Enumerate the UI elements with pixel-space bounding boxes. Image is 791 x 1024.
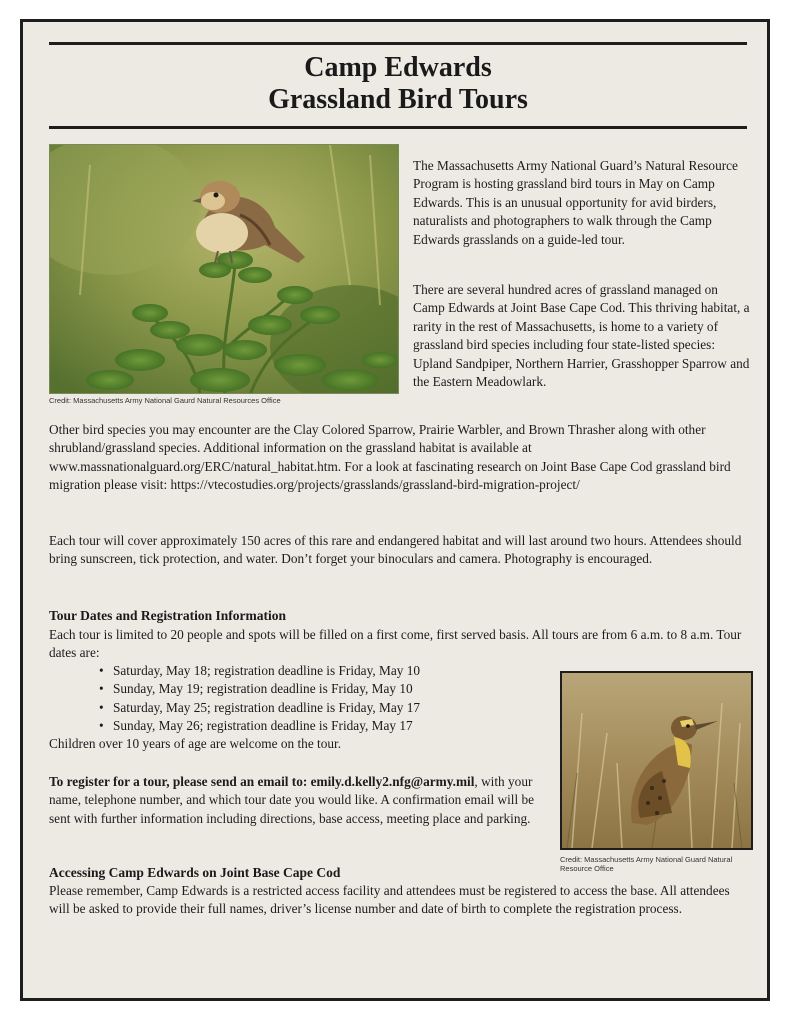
- tour-dates-intro: Each tour is limited to 20 people and spots will be filled on a first come, first served basis. All tours are from 6 a.m. to 8 a.m. Tour dates are:: [49, 627, 742, 661]
- tour-dates-list: [99, 662, 549, 736]
- list-item: • Sunday, May 26; registration deadline is Friday, May 17: [99, 717, 549, 735]
- tour-dates-heading: Tour Dates and Registration Information: [49, 608, 287, 623]
- photo-credit-1: Credit: Massachusetts Army National Gaurd Natural Resources Office: [49, 396, 281, 405]
- access-paragraph: Please remember, Camp Edwards is a restricted access facility and attendees must be registered to access the base. All attendees will be asked to provide their full names, driver’s license number and date of birth to complete the registration process.: [49, 883, 730, 917]
- grasshopper-sparrow-photo: [49, 144, 399, 394]
- children-note: Children over 10 years of age are welcome on the tour.: [49, 736, 342, 751]
- top-rule: [49, 42, 747, 45]
- register-email-instruction: To register for a tour, please send an email to: emily.d.kelly2.nfg@army.mil: [49, 774, 475, 789]
- title-bottom-rule: [49, 126, 747, 129]
- photo-credit-2: Credit: Massachusetts Army National Guard Natural Resource Office: [560, 855, 733, 873]
- page-title: [49, 52, 747, 116]
- flyer-page: [20, 19, 770, 1001]
- intro-paragraph-1: The Massachusetts Army National Guard’s Natural Resource Program is hosting grassland bird tours in May on Camp Edwards. This is an unusual opportunity for avid birders, naturalists and photographers to walk through the Camp Edwards grasslands on a guide-led tour.: [413, 158, 738, 247]
- other-species-paragraph: Other bird species you may encounter are the Clay Colored Sparrow, Prairie Warbler, and Brown Thrasher along with other shrubland/grassland species. Additional information on the grassland habitat is available at www.massnationalguard.org/ERC/natural_habitat.htm. For a look at fascinating research on Joint Base Cape Cod grassland bird migration please visit: https://vtecostudies.org/projects/grasslands/grassland-bird-migration-project/: [49, 422, 731, 493]
- eastern-meadowlark-photo: [560, 671, 753, 850]
- title-line-2: Grassland Bird Tours: [268, 84, 528, 115]
- register-details: , with your name, telephone number, and which tour date you would like. A confirmation email will be sent with further information including directions, base access, meeting place and parking.: [49, 774, 535, 826]
- sparrow-photo-icon: [50, 145, 399, 394]
- list-item: • Sunday, May 19; registration deadline is Friday, May 10: [99, 680, 549, 698]
- title-line-1: Camp Edwards: [304, 52, 492, 83]
- tour-info-paragraph: Each tour will cover approximately 150 acres of this rare and endangered habitat and will last around two hours. Attendees should bring sunscreen, tick protection, and water. Don’t forget your binoculars and camera. Photography is encouraged.: [49, 533, 742, 567]
- intro-paragraph-2: There are several hundred acres of grassland managed on Camp Edwards at Joint Base Cape Cod. This thriving habitat, a rarity in the rest of Massachusetts, is home to a variety of grassland bird species including four state-listed species: Upland Sandpiper, Northern Harrier, Grasshopper Sparrow and the Eastern Meadowlark.: [413, 282, 750, 390]
- register-paragraph: [49, 773, 549, 828]
- list-item: • Saturday, May 25; registration deadline is Friday, May 17: [99, 699, 549, 717]
- meadowlark-photo-icon: [562, 673, 751, 848]
- access-heading: Accessing Camp Edwards on Joint Base Cape Cod: [49, 865, 341, 880]
- list-item: • Saturday, May 18; registration deadline is Friday, May 10: [99, 662, 549, 680]
